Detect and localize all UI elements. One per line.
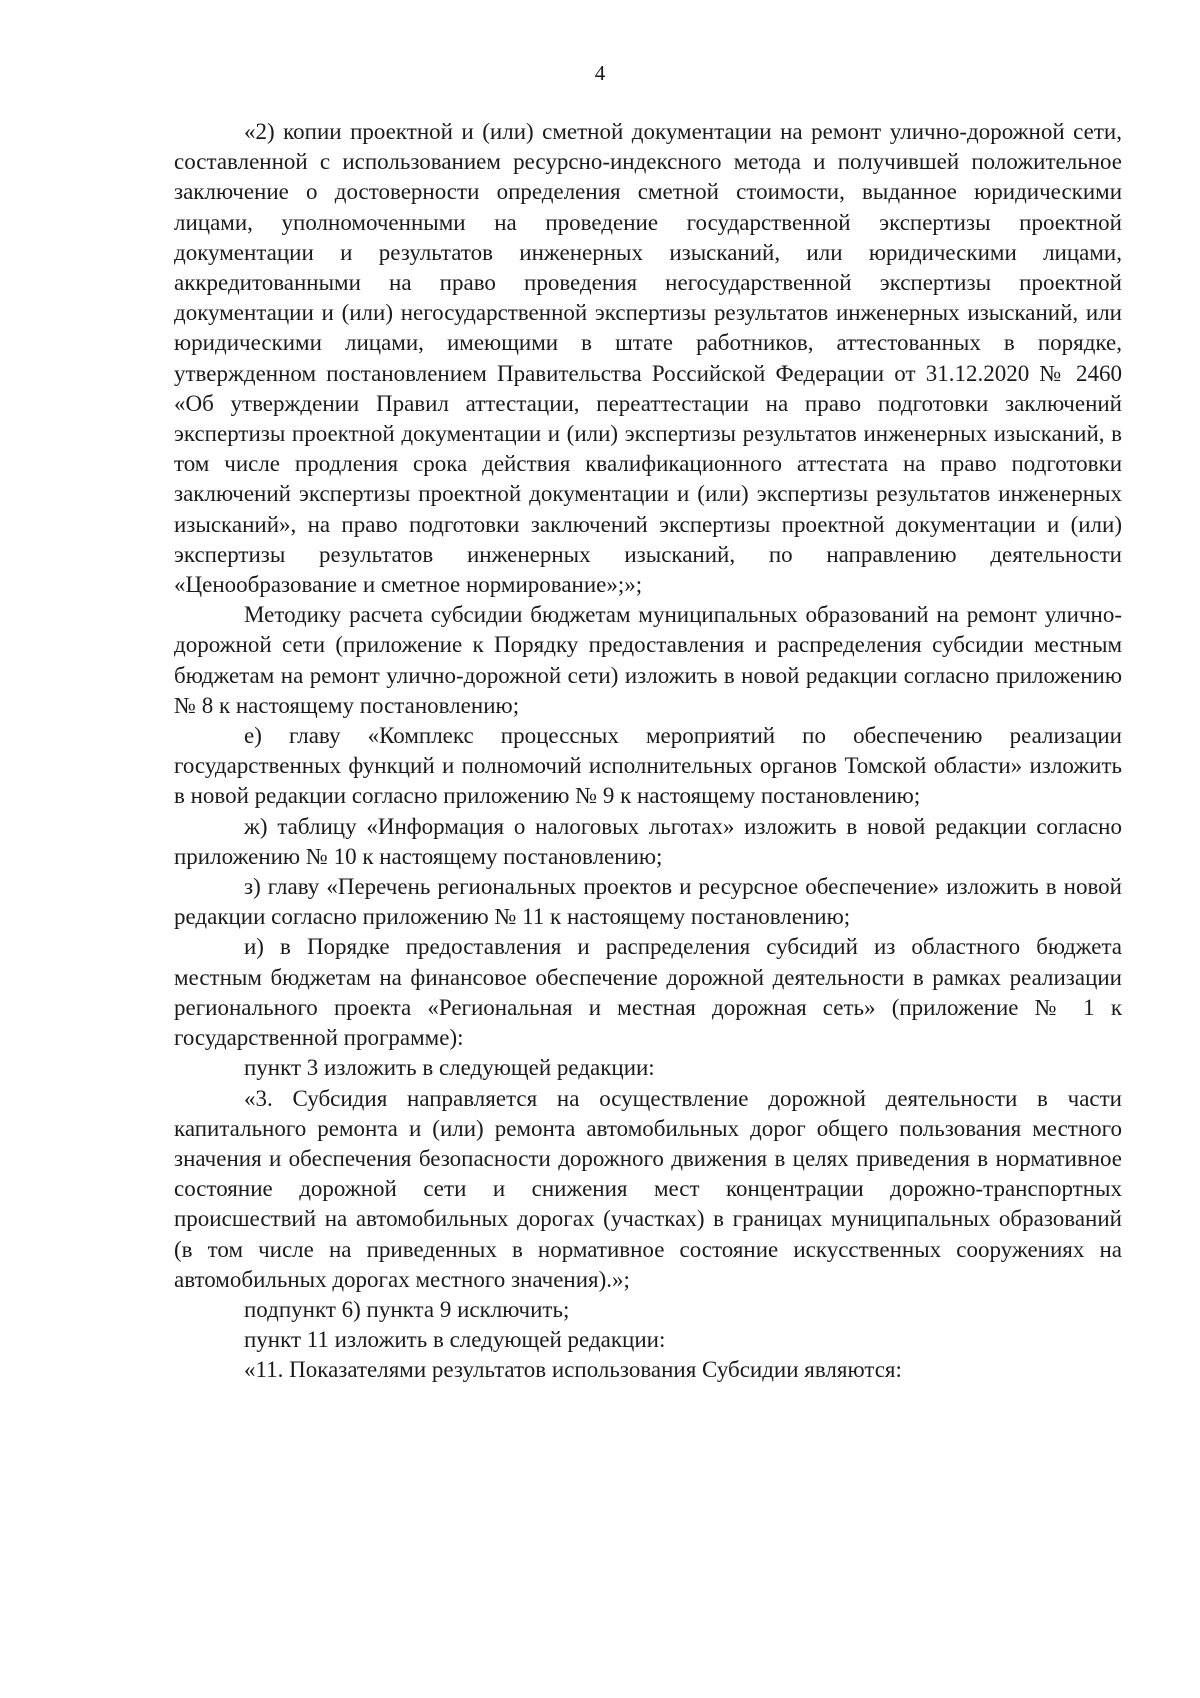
paragraph-subpoint-6-exclude: подпункт 6) пункта 9 исключить;: [244, 1296, 570, 1322]
paragraph-subitem-2-project-documentation: «2) копии проектной и (или) сметной документации на ремонт улично-дорожной сети, составленной с использованием ресурсно-индексного метода и получившей положительное заключение о достоверности определения сметной стоимости, выданное юридическими лицами, уполномоченными на проведение государственной экспертизы проектной документации и результатов инженерных изысканий, или юридическими лицами, аккредитованными на право проведения негосударственной экспертизы проектной документации и (или) негосударственной экспертизы результатов инженерных изысканий, или юридическими лицами, имеющими в штате работников, аттестованных в порядке, утвержденном постановлением Правительства Российской Федерации от 31.12.2020 № 2460 «Об утверждении Правил аттестации, переаттестации на право подготовки заключений экспертизы проектной документации и (или) экспертизы результатов инженерных изысканий, в том числе продления срока действия квалификационного аттестата на право подготовки заключений экспертизы проектной документации и (или) экспертизы результатов инженерных изысканий», на право подготовки заключений экспертизы проектной документации и (или) экспертизы результатов инженерных изысканий, по направлению деятельности «Ценообразование и сметное нормирование»;»;: [174, 119, 1122, 598]
paragraph-point-3-text: «3. Субсидия направляется на осуществление дорожной деятельности в части капитального ремонта и (или) ремонта автомобильных дорог общего пользования местного значения и обеспечения безопасности дорожного движения в целях приведения в нормативное состояние дорожной сети и снижения мест концентрации дорожно-транспортных происшествий на автомобильных дорогах (участках) в границах муниципальных образований (в том числе на приведенных в нормативное состояние искусственных сооружениях на автомобильных дорогах местного значения).»;: [174, 1085, 1122, 1292]
paragraph-point-11-text: «11. Показателями результатов использования Субсидии являются:: [244, 1357, 902, 1383]
paragraph-item-e: е) главу «Комплекс процессных мероприятий по обеспечению реализации государственных функций и полномочий исполнительных органов Томской области» изложить в новой редакции согласно приложению № 9 к настоящему постановлению;: [174, 723, 1122, 809]
document-body: [174, 117, 1122, 1386]
paragraph-item-i: и) в Порядке предоставления и распределения субсидий из областного бюджета местным бюджетам на финансовое обеспечение дорожной деятельности в рамках реализации регионального проекта «Региональная и местная дорожная сеть» (приложение № 1 к государственной программе):: [174, 934, 1122, 1051]
paragraph-point-3-intro: пункт 3 изложить в следующей редакции:: [244, 1055, 655, 1081]
paragraph-item-zh: ж) таблицу «Информация о налоговых льготах» изложить в новой редакции согласно приложению № 10 к настоящему постановлению;: [174, 813, 1122, 869]
paragraph-point-11-intro: пункт 11 изложить в следующей редакции:: [244, 1327, 666, 1353]
paragraph-subsidy-calculation-method: Методику расчета субсидии бюджетам муниципальных образований на ремонт улично-дорожной сети (приложение к Порядку предоставления и распределения субсидии местным бюджетам на ремонт улично-дорожной сети) изложить в новой редакции согласно приложению № 8 к настоящему постановлению;: [174, 602, 1122, 718]
paragraph-item-z: з) главу «Перечень региональных проектов и ресурсное обеспечение» изложить в новой редакции согласно приложению № 11 к настоящему постановлению;: [174, 874, 1122, 930]
page-number: 4: [594, 61, 606, 85]
